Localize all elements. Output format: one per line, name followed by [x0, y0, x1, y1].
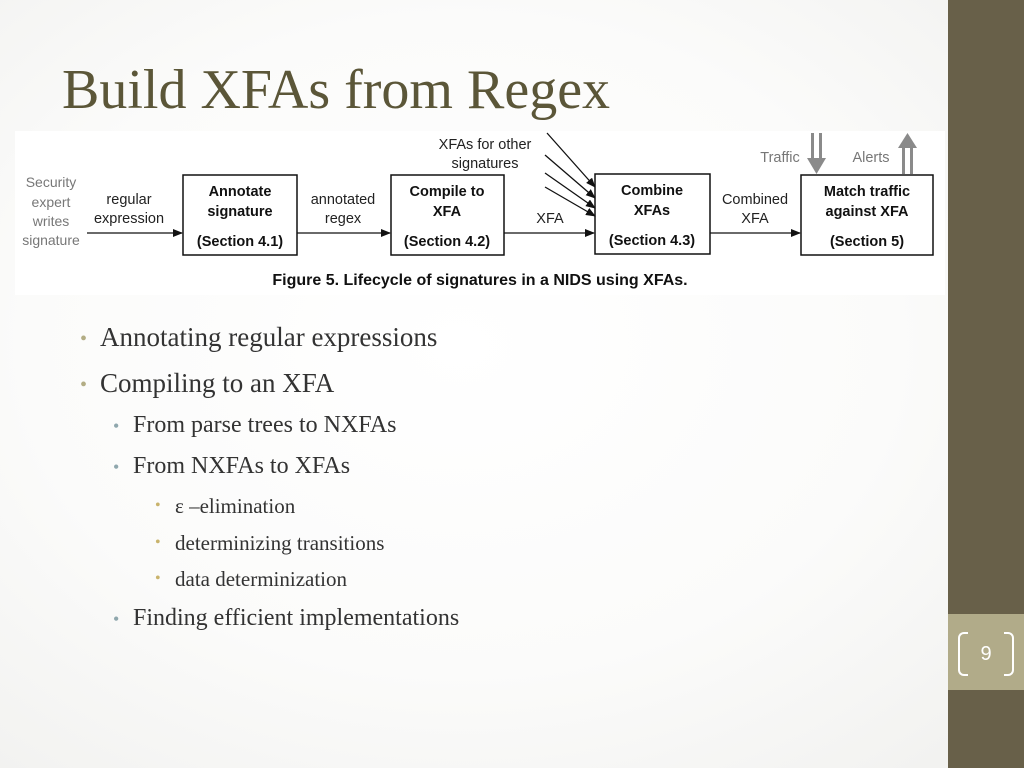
bullet-text: determinizing transitions: [175, 531, 385, 555]
source-line-2: expert: [31, 194, 71, 210]
box-combine-section: (Section 4.3): [608, 233, 696, 249]
bullet-item: [80, 368, 335, 399]
box-annotate-title-1: Annotate: [208, 184, 272, 200]
box-compile-title-1: Compile to: [409, 184, 485, 200]
box-compile-title-2: XFA: [432, 204, 462, 220]
figure-caption: Figure 5. Lifecycle of signatures in a NIDS using XFAs.: [272, 272, 688, 289]
label-combined: Combined: [721, 192, 789, 208]
bullet-text: data determinization: [175, 567, 348, 591]
source-line-4: signature: [22, 232, 80, 248]
label-signatures: signatures: [451, 156, 519, 172]
bullet-text: From parse trees to NXFAs: [133, 412, 397, 438]
bullet-dot-icon: •: [155, 534, 161, 551]
slide-title: Build XFAs from Regex: [62, 59, 611, 121]
box-match-title-2: against XFA: [825, 204, 909, 220]
box-combine-title-2: XFAs: [633, 203, 671, 219]
label-annotated: annotated: [310, 192, 376, 208]
source-line-1: Security: [25, 174, 77, 190]
alerts-arrow-icon: [898, 133, 917, 174]
label-xfas-other: XFAs for other: [438, 137, 532, 153]
bullet-text: ε –elimination: [175, 494, 296, 518]
label-regex: regex: [324, 211, 362, 227]
bullet-item: [113, 453, 351, 480]
bullet-text: From NXFAs to XFAs: [133, 453, 351, 479]
page-number: 9: [980, 643, 992, 665]
label-alerts: Alerts: [852, 150, 890, 166]
bullet-item: [113, 605, 460, 632]
label-xfa: XFA: [536, 211, 564, 227]
bullet-item: [155, 567, 348, 592]
label-expression: expression: [93, 211, 165, 227]
bullet-dot-icon: •: [113, 609, 120, 629]
bullet-dot-icon: •: [113, 416, 120, 436]
box-annotate-section: (Section 4.1): [196, 234, 284, 250]
box-match-title-1: Match traffic: [823, 184, 911, 200]
page-number-badge: [948, 614, 1024, 690]
bullet-item: [80, 322, 438, 353]
bullet-dot-icon: •: [113, 457, 120, 477]
bullet-dot-icon: •: [80, 374, 88, 396]
box-compile-section: (Section 4.2): [403, 234, 491, 250]
bullet-dot-icon: •: [80, 328, 88, 350]
traffic-arrow-icon: [807, 133, 826, 174]
box-match-section: (Section 5): [829, 234, 905, 250]
label-combined-xfa: XFA: [741, 211, 769, 227]
bullet-text: Finding efficient implementations: [133, 605, 460, 631]
label-regular: regular: [106, 192, 152, 208]
bullet-dot-icon: •: [155, 570, 161, 587]
bullet-item: [155, 531, 385, 556]
lifecycle-figure: [15, 131, 945, 295]
box-annotate-title-2: signature: [207, 204, 273, 220]
bullet-item: [113, 412, 397, 439]
bullet-text: Compiling to an XFA: [100, 368, 335, 398]
box-combine-title-1: Combine: [620, 183, 684, 199]
source-line-3: writes: [32, 213, 70, 229]
bullet-item: [155, 494, 296, 519]
bullet-dot-icon: •: [155, 497, 161, 514]
bullet-text: Annotating regular expressions: [100, 322, 438, 352]
label-traffic: Traffic: [760, 150, 800, 166]
